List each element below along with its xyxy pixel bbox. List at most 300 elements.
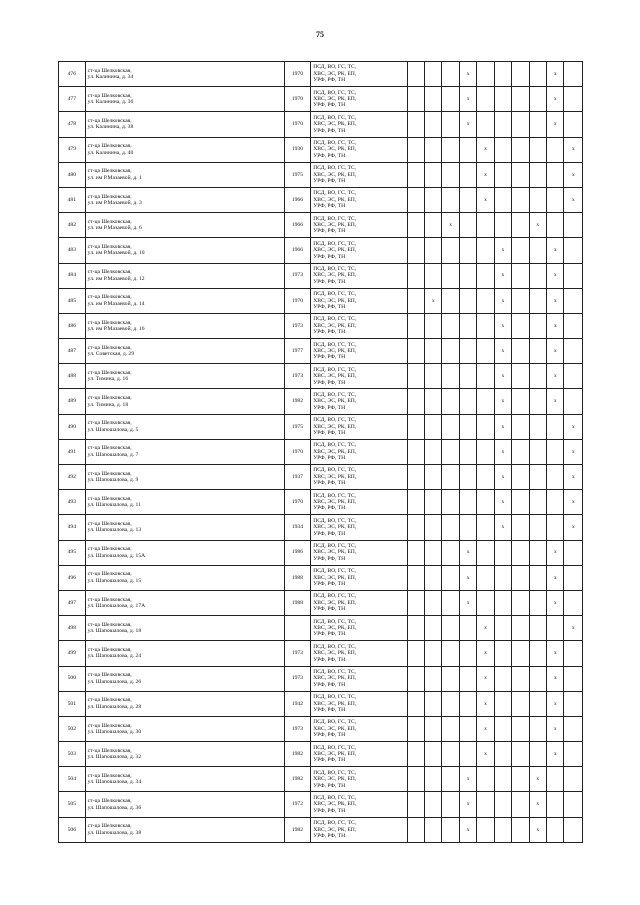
work-codes-line: УРФ, РФ, ТН xyxy=(313,329,346,336)
address-street: ул. Шапошалова, д. 32 xyxy=(87,754,142,761)
mark-cell xyxy=(407,490,424,515)
address-street: ул. Шапошалова, д. 5 xyxy=(87,426,139,433)
work-codes-line: ХВС, ЭС, РК, ЕП, xyxy=(313,625,357,631)
work-codes-cell xyxy=(311,137,407,162)
row-number: 480 xyxy=(59,162,86,187)
year-cell: 1977 xyxy=(284,339,311,364)
mark-cell xyxy=(442,339,459,364)
work-codes-line: УРФ, РФ, ТН xyxy=(313,782,346,789)
table-row xyxy=(59,213,583,238)
address-cell xyxy=(85,716,284,741)
address-settlement: ст-ца Шелковская, xyxy=(87,193,132,200)
work-codes-cell xyxy=(311,691,407,716)
mark-cell xyxy=(564,641,583,666)
mark-cell xyxy=(564,263,583,288)
mark-cell xyxy=(459,439,476,464)
mark-cell xyxy=(529,339,546,364)
table-body xyxy=(59,62,583,843)
mark-cell: x xyxy=(477,691,494,716)
mark-cell xyxy=(459,339,476,364)
address-street: ул. Шапошалова, д. 36 xyxy=(87,804,142,811)
work-codes-line: УРФ, РФ, ТН xyxy=(313,404,346,411)
mark-cell: x xyxy=(477,137,494,162)
work-codes-line: ХВС, ЭС, РК, ЕП, xyxy=(313,650,357,657)
work-codes-line: ПСД, ВО, ГС, ТС, xyxy=(313,64,357,71)
mark-cell xyxy=(425,465,442,490)
work-codes-cell xyxy=(311,389,407,414)
mark-cell xyxy=(407,540,424,565)
year-cell: 1973 xyxy=(284,313,311,338)
address-cell xyxy=(85,540,284,565)
mark-cell xyxy=(529,62,546,87)
mark-cell xyxy=(529,238,546,263)
work-codes-line: ХВС, ЭС, РК, ЕП, xyxy=(313,222,357,228)
work-codes-cell xyxy=(311,616,407,641)
address-street: ул. Шапошалова, д. 7 xyxy=(87,451,139,458)
mark-cell xyxy=(459,213,476,238)
work-codes-cell xyxy=(311,213,407,238)
mark-cell xyxy=(477,238,494,263)
work-codes-cell xyxy=(311,465,407,490)
address-cell xyxy=(85,490,284,515)
address-street: ул. Шапошалова, д. 17А xyxy=(87,603,146,610)
row-number: 483 xyxy=(59,238,86,263)
mark-cell xyxy=(477,540,494,565)
mark-cell: x xyxy=(547,288,564,313)
work-codes-line: ХВС, ЭС, РК, ЕП, xyxy=(313,776,357,783)
mark-cell xyxy=(529,616,546,641)
row-number: 503 xyxy=(59,742,86,767)
address-settlement: ст-ца Шелковская, xyxy=(87,218,132,225)
table-row xyxy=(59,490,583,515)
work-codes-cell xyxy=(311,817,407,842)
mark-cell xyxy=(529,691,546,716)
mark-cell xyxy=(425,590,442,615)
mark-cell xyxy=(512,62,529,87)
mark-cell xyxy=(442,465,459,490)
address-street: ул. Шапошалова, д. 24 xyxy=(87,653,142,660)
mark-cell xyxy=(407,515,424,540)
mark-cell xyxy=(459,263,476,288)
address-street: ул. Шапошалова, д. 28 xyxy=(87,703,142,710)
row-number: 479 xyxy=(59,137,86,162)
mark-cell xyxy=(407,465,424,490)
address-cell xyxy=(85,364,284,389)
address-cell xyxy=(85,767,284,792)
mark-cell xyxy=(512,590,529,615)
address-cell xyxy=(85,389,284,414)
address-settlement: ст-ца Шелковская, xyxy=(87,344,132,351)
mark-cell: x xyxy=(477,666,494,691)
mark-cell xyxy=(442,716,459,741)
mark-cell xyxy=(564,742,583,767)
mark-cell xyxy=(547,162,564,187)
work-codes-line: УРФ, РФ, ТН xyxy=(313,429,346,436)
mark-cell xyxy=(529,716,546,741)
mark-cell xyxy=(459,691,476,716)
work-codes-line: ПСД, ВО, ГС, ТС, xyxy=(313,190,357,197)
work-codes-line: ПСД, ВО, ГС, ТС, xyxy=(313,492,357,499)
work-codes-line: ПСД, ВО, ГС, ТС, xyxy=(313,417,357,424)
work-codes-line: ПСД, ВО, ГС, ТС, xyxy=(313,89,357,96)
mark-cell xyxy=(442,616,459,641)
mark-cell: x xyxy=(529,767,546,792)
mark-cell xyxy=(425,364,442,389)
work-codes-cell xyxy=(311,288,407,313)
mark-cell: x xyxy=(494,389,511,414)
year-cell: 1982 xyxy=(284,817,311,842)
work-codes-line: ПСД, ВО, ГС, ТС, xyxy=(313,114,357,121)
mark-cell xyxy=(529,465,546,490)
mark-cell xyxy=(407,62,424,87)
work-codes-line: УРФ, РФ, ТН xyxy=(313,354,346,361)
table-row xyxy=(59,162,583,187)
page-number: 75 xyxy=(316,30,324,39)
mark-cell xyxy=(425,213,442,238)
work-codes-line: УРФ, РФ, ТН xyxy=(313,455,346,462)
work-codes-line: ХВС, ЭС, РК, ЕП, xyxy=(313,423,357,430)
mark-cell xyxy=(407,742,424,767)
address-settlement: ст-ца Шелковская, xyxy=(87,243,132,250)
mark-cell xyxy=(407,616,424,641)
work-codes-line: ПСД, ВО, ГС, ТС, xyxy=(313,668,357,675)
mark-cell xyxy=(529,590,546,615)
work-codes-line: ХВС, ЭС, РК, ЕП, xyxy=(313,398,357,405)
mark-cell xyxy=(564,112,583,137)
work-codes-line: УРФ, РФ, ТН xyxy=(313,832,346,839)
address-settlement: ст-ца Шелковская, xyxy=(87,168,132,175)
mark-cell xyxy=(407,565,424,590)
work-codes-line: УРФ, РФ, ТН xyxy=(313,480,346,487)
table-row xyxy=(59,238,583,263)
work-codes-line: ПСД, ВО, ГС, ТС, xyxy=(313,618,357,625)
mark-cell xyxy=(564,817,583,842)
mark-cell xyxy=(512,238,529,263)
mark-cell: x xyxy=(529,792,546,817)
year-cell: 1986 xyxy=(284,540,311,565)
mark-cell: x xyxy=(477,716,494,741)
mark-cell xyxy=(529,439,546,464)
work-codes-line: ХВС, ЭС, РК, ЕП, xyxy=(313,272,357,279)
mark-cell: x xyxy=(494,288,511,313)
mark-cell xyxy=(512,817,529,842)
mark-cell: x xyxy=(494,339,511,364)
mark-cell xyxy=(564,716,583,741)
mark-cell xyxy=(564,313,583,338)
work-codes-line: ПСД, ВО, ГС, ТС, xyxy=(313,593,357,600)
mark-cell xyxy=(407,414,424,439)
mark-cell xyxy=(512,162,529,187)
work-codes-line: ПСД, ВО, ГС, ТС, xyxy=(313,316,357,323)
address-cell xyxy=(85,238,284,263)
mark-cell xyxy=(442,691,459,716)
mark-cell xyxy=(442,817,459,842)
mark-cell: x xyxy=(442,213,459,238)
mark-cell xyxy=(529,187,546,212)
work-codes-line: УРФ, РФ, ТН xyxy=(313,178,346,185)
work-codes-line: УРФ, РФ, ТН xyxy=(313,278,346,285)
mark-cell xyxy=(547,490,564,515)
address-street: ул. Шапошалова, д. 13 xyxy=(87,527,142,534)
address-settlement: ст-ца Шелковская, xyxy=(87,495,132,502)
address-settlement: ст-ца Шелковская, xyxy=(87,571,132,578)
mark-cell xyxy=(477,590,494,615)
mark-cell xyxy=(459,137,476,162)
mark-cell xyxy=(529,313,546,338)
mark-cell xyxy=(459,414,476,439)
address-cell xyxy=(85,641,284,666)
year-cell: 1972 xyxy=(284,792,311,817)
year-cell: 1966 xyxy=(284,238,311,263)
year-cell: 1937 xyxy=(284,465,311,490)
table-row xyxy=(59,364,583,389)
address-street: ул. Шапошалова, д. 38 xyxy=(87,829,142,836)
mark-cell xyxy=(512,112,529,137)
mark-cell: x xyxy=(459,767,476,792)
table-row xyxy=(59,263,583,288)
address-cell xyxy=(85,565,284,590)
mark-cell xyxy=(425,162,442,187)
mark-cell xyxy=(564,62,583,87)
mark-cell: x xyxy=(494,439,511,464)
mark-cell xyxy=(512,213,529,238)
table-row xyxy=(59,137,583,162)
mark-cell xyxy=(512,187,529,212)
mark-cell xyxy=(529,162,546,187)
mark-cell xyxy=(564,389,583,414)
work-codes-line: ХВС, ЭС, РК, ЕП, xyxy=(313,322,357,329)
mark-cell xyxy=(529,414,546,439)
mark-cell xyxy=(512,716,529,741)
mark-cell: x xyxy=(547,263,564,288)
mark-cell xyxy=(529,666,546,691)
mark-cell: x xyxy=(459,565,476,590)
work-codes-line: ХВС, ЭС, РК, ЕП, xyxy=(313,297,357,304)
work-codes-line: УРФ, РФ, ТН xyxy=(313,228,346,235)
mark-cell xyxy=(512,742,529,767)
year-cell: 1982 xyxy=(284,742,311,767)
address-cell xyxy=(85,439,284,464)
mark-cell xyxy=(529,742,546,767)
mark-cell xyxy=(564,691,583,716)
mark-cell xyxy=(494,767,511,792)
mark-cell xyxy=(529,87,546,112)
mark-cell: x xyxy=(425,288,442,313)
mark-cell xyxy=(425,389,442,414)
mark-cell xyxy=(442,87,459,112)
mark-cell: x xyxy=(477,641,494,666)
row-number: 482 xyxy=(59,213,86,238)
address-cell xyxy=(85,817,284,842)
mark-cell xyxy=(494,792,511,817)
address-cell xyxy=(85,691,284,716)
address-settlement: ст-ца Шелковская, xyxy=(87,369,132,376)
work-codes-line: ХВС, ЭС, РК, ЕП, xyxy=(313,146,357,153)
work-codes-cell xyxy=(311,666,407,691)
table-row xyxy=(59,465,583,490)
mark-cell xyxy=(442,792,459,817)
mark-cell xyxy=(459,716,476,741)
mark-cell xyxy=(442,238,459,263)
work-codes-line: УРФ, РФ, ТН xyxy=(313,631,346,638)
mark-cell: x xyxy=(564,616,583,641)
mark-cell xyxy=(442,162,459,187)
mark-cell xyxy=(442,112,459,137)
mark-cell xyxy=(459,364,476,389)
mark-cell xyxy=(407,641,424,666)
work-codes-line: УРФ, РФ, ТН xyxy=(313,656,346,663)
mark-cell: x xyxy=(459,87,476,112)
table-row xyxy=(59,515,583,540)
work-codes-cell xyxy=(311,792,407,817)
mark-cell: x xyxy=(564,465,583,490)
mark-cell: x xyxy=(547,691,564,716)
address-cell xyxy=(85,263,284,288)
mark-cell: x xyxy=(564,414,583,439)
table-row xyxy=(59,792,583,817)
mark-cell xyxy=(459,490,476,515)
mark-cell xyxy=(459,742,476,767)
mark-cell xyxy=(494,112,511,137)
work-codes-cell xyxy=(311,87,407,112)
mark-cell: x xyxy=(547,238,564,263)
mark-cell xyxy=(494,162,511,187)
work-codes-line: УРФ, РФ, ТН xyxy=(313,379,346,386)
mark-cell: x xyxy=(547,339,564,364)
work-codes-line: ХВС, ЭС, РК, ЕП, xyxy=(313,347,357,354)
mark-cell xyxy=(564,792,583,817)
address-cell xyxy=(85,515,284,540)
mark-cell xyxy=(512,389,529,414)
work-codes-cell xyxy=(311,313,407,338)
address-cell xyxy=(85,137,284,162)
work-codes-line: ПСД, ВО, ГС, ТС, xyxy=(313,568,357,575)
mark-cell: x xyxy=(494,465,511,490)
mark-cell xyxy=(512,263,529,288)
mark-cell xyxy=(425,515,442,540)
mark-cell: x xyxy=(529,817,546,842)
mark-cell xyxy=(442,263,459,288)
mark-cell xyxy=(407,313,424,338)
work-codes-line: ПСД, ВО, ГС, ТС, xyxy=(313,442,357,449)
mark-cell: x xyxy=(494,364,511,389)
mark-cell xyxy=(425,439,442,464)
mark-cell xyxy=(425,187,442,212)
address-street: ул. Шапошалова, д. 15 xyxy=(87,577,142,584)
work-codes-line: ХВС, ЭС, РК, ЕП, xyxy=(313,499,357,506)
mark-cell: x xyxy=(459,540,476,565)
mark-cell xyxy=(529,641,546,666)
mark-cell xyxy=(425,137,442,162)
address-settlement: ст-ца Шелковская, xyxy=(87,420,132,427)
mark-cell xyxy=(459,238,476,263)
mark-cell xyxy=(512,339,529,364)
mark-cell xyxy=(477,439,494,464)
mark-cell xyxy=(564,288,583,313)
work-codes-line: ПСД, ВО, ГС, ТС, xyxy=(313,543,357,550)
address-settlement: ст-ца Шелковская, xyxy=(87,470,132,477)
mark-cell xyxy=(442,389,459,414)
mark-cell xyxy=(477,792,494,817)
row-number: 496 xyxy=(59,565,86,590)
mark-cell xyxy=(494,616,511,641)
work-codes-line: ХВС, ЭС, РК, ЕП, xyxy=(313,574,357,581)
mark-cell xyxy=(529,263,546,288)
address-street: ул. Советская, д. 29 xyxy=(87,351,135,358)
address-settlement: ст-ца Шелковская, xyxy=(87,445,132,452)
mark-cell xyxy=(494,590,511,615)
work-codes-line: ПСД, ВО, ГС, ТС, xyxy=(313,820,357,827)
work-codes-cell xyxy=(311,238,407,263)
mark-cell xyxy=(512,87,529,112)
work-codes-line: ХВС, ЭС, РК, ЕП, xyxy=(313,826,357,833)
work-codes-line: ХВС, ЭС, РК, ЕП, xyxy=(313,549,357,556)
mark-cell xyxy=(407,389,424,414)
mark-cell xyxy=(477,414,494,439)
mark-cell xyxy=(494,137,511,162)
mark-cell xyxy=(494,62,511,87)
mark-cell xyxy=(407,137,424,162)
mark-cell xyxy=(407,87,424,112)
work-codes-cell xyxy=(311,62,407,87)
work-codes-cell xyxy=(311,641,407,666)
address-street: ул. Шапошалова, д. 26 xyxy=(87,678,142,685)
mark-cell xyxy=(459,641,476,666)
mark-cell xyxy=(564,339,583,364)
mark-cell: x xyxy=(547,666,564,691)
address-settlement: ст-ца Шелковская, xyxy=(87,621,132,628)
mark-cell xyxy=(529,490,546,515)
mark-cell xyxy=(494,187,511,212)
year-cell: 1973 xyxy=(284,716,311,741)
mark-cell xyxy=(494,716,511,741)
mark-cell: x xyxy=(547,364,564,389)
mark-cell xyxy=(512,439,529,464)
mark-cell xyxy=(459,515,476,540)
table-row xyxy=(59,313,583,338)
work-codes-line: УРФ, РФ, ТН xyxy=(313,681,346,688)
row-number: 497 xyxy=(59,590,86,615)
mark-cell xyxy=(425,792,442,817)
year-cell: 1930 xyxy=(284,137,311,162)
row-number: 491 xyxy=(59,439,86,464)
mark-cell xyxy=(529,515,546,540)
mark-cell xyxy=(477,767,494,792)
mark-cell xyxy=(459,389,476,414)
mark-cell xyxy=(442,540,459,565)
mark-cell xyxy=(407,162,424,187)
mark-cell xyxy=(547,515,564,540)
mark-cell xyxy=(494,540,511,565)
work-codes-line: ПСД, ВО, ГС, ТС, xyxy=(313,794,357,801)
address-street: ул. Шапошалова, д. 34 xyxy=(87,779,142,786)
address-settlement: ст-ца Шелковская, xyxy=(87,747,132,754)
address-cell xyxy=(85,112,284,137)
row-number: 477 xyxy=(59,87,86,112)
mark-cell xyxy=(477,515,494,540)
work-codes-line: ХВС, ЭС, РК, ЕП, xyxy=(313,448,357,455)
address-settlement: ст-ца Шелковская, xyxy=(87,646,132,653)
table-row xyxy=(59,616,583,641)
mark-cell xyxy=(442,187,459,212)
year-cell: 1966 xyxy=(284,187,311,212)
work-codes-cell xyxy=(311,490,407,515)
address-settlement: ст-ца Шелковская, xyxy=(87,546,132,553)
mark-cell: x xyxy=(564,439,583,464)
address-cell xyxy=(85,414,284,439)
work-codes-cell xyxy=(311,439,407,464)
mark-cell xyxy=(425,263,442,288)
